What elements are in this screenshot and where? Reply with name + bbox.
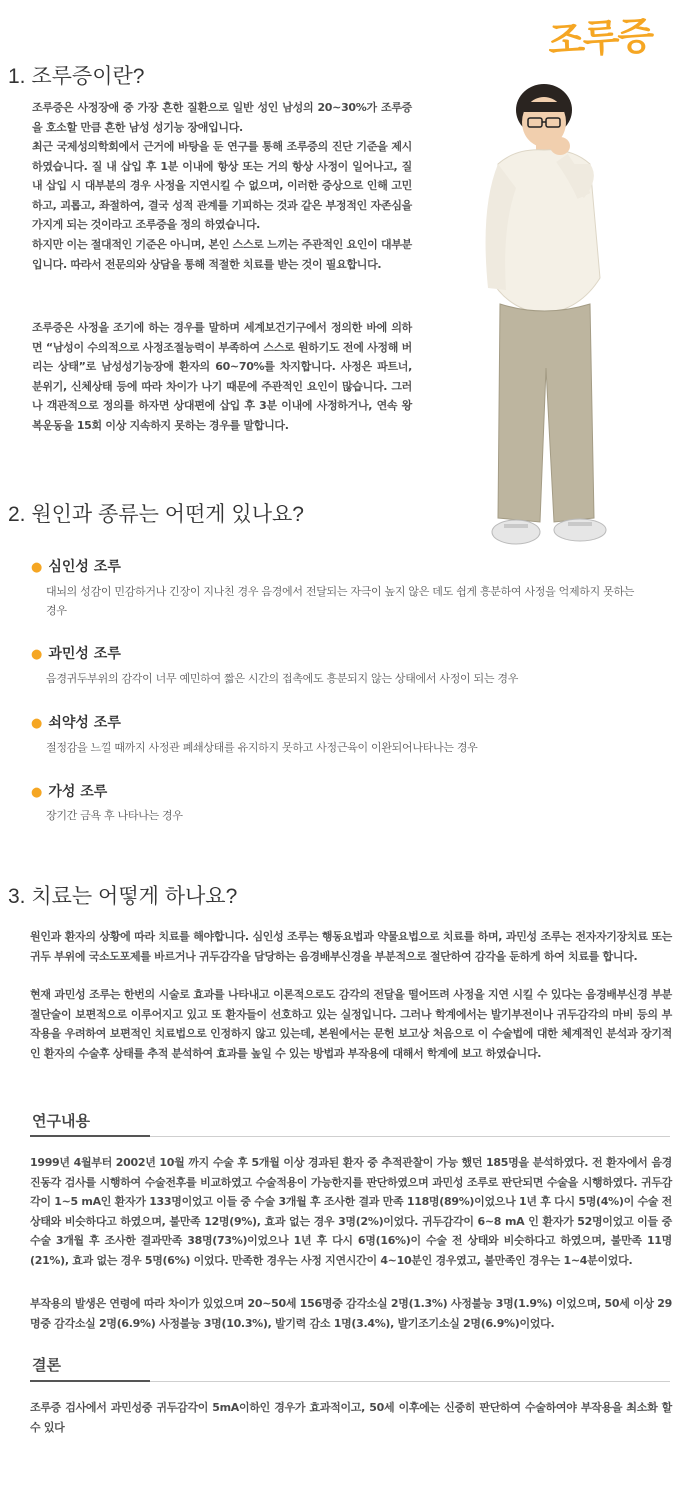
section1-paragraph-3: 하지만 이는 절대적인 기준은 아니며, 본인 스스로 느끼는 주관적인 요인이 대부분입니다. 따라서 전문의와 상담을 통해 적절한 치료를 받는 것이 필요합니다. — [32, 238, 412, 271]
bullet-dot-icon: ● — [31, 647, 43, 662]
section-title-1: 1. 조루증이란? — [8, 65, 145, 88]
section-title-2: 2. 원인과 종류는 어떤게 있나요? — [8, 503, 304, 526]
research-paragraph-2: 부작용의 발생은 연령에 따라 차이가 있었으며 20~50세 156명중 감각소실 2명(1.3%) 사정불능 3명(1.9%) 이었으며, 50세 이상 29명중 감각소실 2명(6.9%) 사정불능 3명(10.3%), 발기력 감소 1명(3.4%), 발기조기소실 2명(6.9%)이었다. — [30, 1297, 672, 1330]
research-divider — [30, 1136, 670, 1137]
cause-desc: 음경귀두부위의 감각이 너무 예민하여 짧은 시간의 접촉에도 흥분되지 않는 상태에서 사정이 되는 경우 — [46, 672, 519, 685]
cause-item-weakness — [31, 712, 121, 732]
cause-label: 과민성 조루 — [48, 646, 121, 662]
bullet-dot-icon: ● — [31, 560, 43, 575]
bullet-dot-icon: ● — [31, 785, 43, 800]
cause-desc: 대뇌의 성감이 민감하거나 긴장이 지나친 경우 음경에서 전달되는 자극이 높지 않은 데도 쉽게 흥분하여 사정을 억제하지 못하는 경우 — [46, 585, 635, 617]
research-paragraph-1: 1999년 4월부터 2002년 10월 까지 수술 후 5개월 이상 경과된 환자 중 추적관찰이 가능 했던 185명을 분석하였다. 전 환자에서 음경진동각 검사를 시행하여 수술전후를 비교하였고 수술적용이 가능한지를 판단하였으며 과민성 조루로 판단되면 수술을 시행하였다. 귀두감각이 1~5 mA인 환자가 133명이었고 이들 중 수술 3개월 후 조사한 결과 만족 118명(89%)이었으나 1년 후 다시 5명(4%)이 수술 전 상태와 비슷하다고 하였으며, 불만족 12명(9%), 효과 없는 경우 3명(2%)이었다. 귀두감각이 6~8 mA 인 환자가 52명이었고 이들 중 수술 3개월 후 조사한 결과만족 38명(73%)이었으나 1년 후 다시 6명(16%)이 수술 전 상태와 비슷하다고 하였으며, 불만족 11명(21%), 효과 없는 경우 5명(6%) 이었다. 만족한 경우는 사정 지연시간이 4~10분인 경우였고, 불만족인 경우는 1~4분이었다. — [30, 1156, 672, 1267]
research-heading: 연구내용 — [32, 1112, 90, 1130]
cause-item-hypersensitive — [31, 643, 121, 663]
section1-paragraph-4: 조루증은 사정을 조기에 하는 경우를 말하며 세계보건기구에서 정의한 바에 의하면 “남성이 수의적으로 사정조절능력이 부족하여 스스로 원하기도 전에 사정해 버리는 상태”로 남성성기능장애 환자의 60~70%를 차지합니다. 사정은 파트너, 분위기, 신체상태 등에 따라 차이가 나기 때문에 주관적인 요인이 많습니다. 그러나 객관적으로 정의를 하자면 상대편에 삽입 후 3분 이내에 사정하거나, 연속 왕복운동을 15회 이상 지속하지 못하는 경우를 말합니다. — [32, 321, 412, 432]
cause-label: 심인성 조루 — [48, 559, 121, 575]
bullet-dot-icon: ● — [31, 716, 43, 731]
cause-desc: 장기간 금욕 후 나타나는 경우 — [46, 809, 183, 822]
cause-label: 쇠약성 조루 — [48, 715, 121, 731]
section-title-3: 3. 치료는 어떻게 하나요? — [8, 885, 238, 908]
cause-item-psychogenic — [31, 556, 121, 576]
section1-paragraph-2: 최근 국제성의학회에서 근거에 바탕을 둔 연구를 통해 조루증의 진단 기준을 제시하였습니다. 질 내 삽입 후 1분 이내에 항상 또는 거의 항상 사정이 일어나고, 질 내 삽입 시 대부분의 경우 사정을 지연시킬 수 없으며, 이러한 증상으로 인해 고민하고, 괴롭고, 좌절하여, 결국 성적 관계를 기피하는 것과 같은 부정적인 자존심을 가지게 되는 것이라고 조루증을 정의 하였습니다. — [32, 140, 412, 231]
conclusion-paragraph: 조루증 검사에서 과민성중 귀두감각이 5mA이하인 경우가 효과적이고, 50세 이후에는 신중히 판단하여 수술하여야 부작용을 최소화 할 수 있다 — [30, 1401, 672, 1434]
section1-paragraph-1: 조루증은 사정장애 중 가장 흔한 질환으로 일반 성인 남성의 20~30%가 조루증을 호소할 만큼 흔한 남성 성기능 장애입니다. — [32, 101, 412, 134]
cause-item-pseudo — [31, 781, 107, 801]
brand-logo: 조루증 — [546, 12, 654, 63]
man-illustration — [476, 78, 616, 566]
treatment-paragraph-2: 현재 과민성 조루는 한번의 시술로 효과를 나타내고 이론적으로도 감각의 전달을 떨어뜨려 사정을 지연 시킬 수 있다는 음경배부신경 부분절단술이 보편적으로 이루어지고 있고 또 환자들이 선호하고 있는 실정입니다. 그러나 학계에서는 발기부전이나 귀두감각의 마비 등의 부작용을 우려하여 보편적인 치료법으로 인정하지 않고 있는데, 본원에서는 문헌 보고상 처음으로 이 수술법에 대한 체계적인 분석과 장기적인 환자의 수술후 상태를 추적 분석하여 효과를 높일 수 있는 방법과 부작용에 대해서 학계에 보고 하였습니다. — [30, 988, 672, 1060]
cause-desc: 절정감을 느낄 때까지 사정관 폐쇄상태를 유지하지 못하고 사정근육이 이완되어나타나는 경우 — [46, 741, 478, 754]
conclusion-divider — [30, 1381, 670, 1382]
conclusion-heading: 결론 — [32, 1356, 61, 1374]
cause-label: 가성 조루 — [48, 784, 108, 800]
treatment-paragraph-1: 원인과 환자의 상황에 따라 치료를 해야합니다. 심인성 조루는 행동요법과 약물요법으로 치료를 하며, 과민성 조루는 전자자기장치료 또는 귀두 부위에 국소도포제를 바르거나 귀두감각을 담당하는 음경배부신경을 부분적으로 절단하여 감각을 둔하게 하여 치료를 합니다. — [30, 930, 672, 963]
